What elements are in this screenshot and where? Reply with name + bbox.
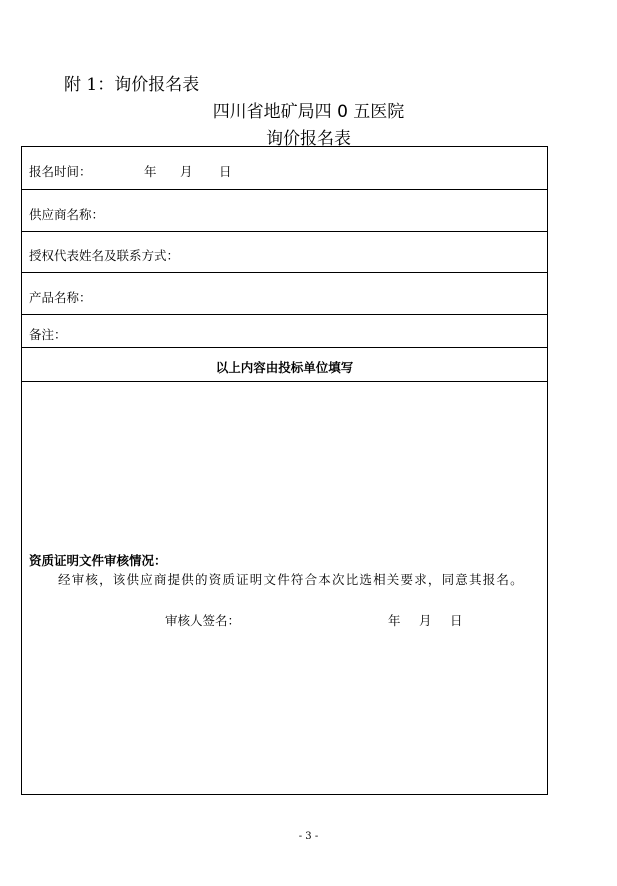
form-title: 询价报名表 bbox=[266, 129, 351, 149]
supplier-name-label: 供应商名称： bbox=[29, 207, 105, 222]
filled-by-note: 以上内容由投标单位填写 bbox=[215, 360, 354, 375]
review-year-label: 年 bbox=[388, 613, 401, 628]
supplier-name-row[interactable] bbox=[22, 190, 547, 232]
product-name-row[interactable] bbox=[22, 273, 547, 315]
review-day-label: 日 bbox=[450, 613, 463, 628]
representative-row[interactable] bbox=[22, 232, 547, 273]
representative-label: 授权代表姓名及联系方式： bbox=[29, 248, 180, 263]
reviewer-signature-label: 审核人签名： bbox=[165, 613, 241, 628]
month-label: 月 bbox=[180, 164, 193, 179]
filled-by-note-row bbox=[22, 348, 547, 382]
registration-form bbox=[21, 146, 548, 795]
year-label: 年 bbox=[144, 164, 157, 179]
remarks-label: 备注： bbox=[29, 327, 67, 342]
review-heading: 资质证明文件审核情况： bbox=[29, 553, 167, 568]
review-month-label: 月 bbox=[419, 613, 432, 628]
page-number: - 3 - bbox=[298, 831, 319, 842]
registration-time-label: 报名时间： bbox=[29, 164, 92, 179]
annex-title: 附 1：询价报名表 bbox=[64, 75, 200, 95]
day-label: 日 bbox=[219, 164, 232, 179]
organization-name: 四川省地矿局四 0 五医院 bbox=[212, 102, 405, 122]
remarks-row[interactable] bbox=[22, 315, 547, 348]
registration-time-row[interactable] bbox=[22, 147, 547, 190]
qualification-review-section bbox=[22, 382, 547, 794]
review-statement: 经审核，该供应商提供的资质证明文件符合本次比选相关要求，同意其报名。 bbox=[58, 572, 524, 587]
product-name-label: 产品名称： bbox=[29, 290, 92, 305]
